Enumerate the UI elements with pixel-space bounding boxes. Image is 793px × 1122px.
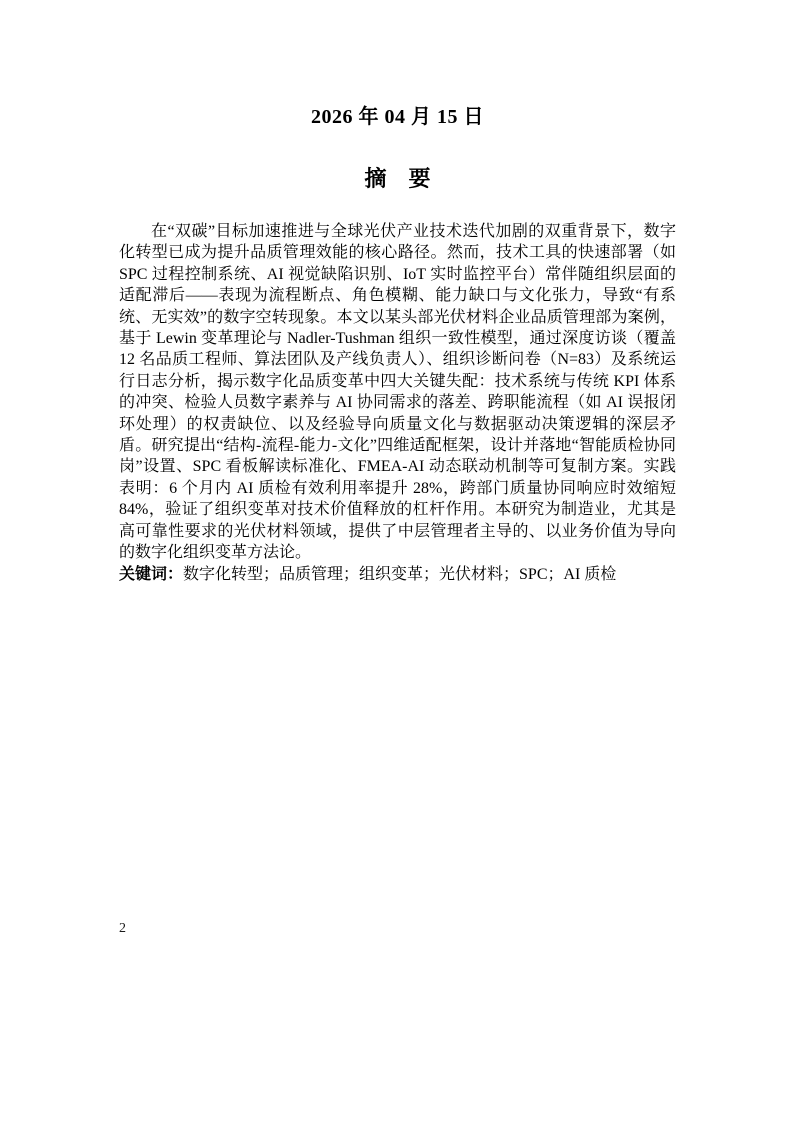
keywords-label: 关键词：	[119, 565, 184, 583]
page-number: 2	[119, 921, 126, 936]
keywords-text: 数字化转型；品质管理；组织变革；光伏材料；SPC；AI 质检	[183, 565, 617, 583]
document-date: 2026 年 04 月 15 日	[311, 106, 484, 128]
abstract-body	[119, 221, 676, 585]
abstract-paragraph: 在“双碳”目标加速推进与全球光伏产业技术迭代加剧的双重背景下，数字化转型已成为提升品质管理效能的核心路径。然而，技术工具的快速部署（如 SPC 过程控制系统、AI 视觉缺陷识别、IoT 实时监控平台）常伴随组织层面的适配滞后——表现为流程断点、角色模糊、能力缺口与文化张力，导致“有系统、无实效”的数字空转现象。本文以某头部光伏材料企业品质管理部为案例，基于 Lewin 变革理论与 Nadler-Tushman 组织一致性模型，通过深度访谈（覆盖 12 名品质工程师、算法团队及产线负责人）、组织诊断问卷（N=83）及系统运行日志分析，揭示数字化品质变革中四大关键失配：技术系统与传统 KPI 体系的冲突、检验人员数字素养与 AI 协同需求的落差、跨职能流程（如 AI 误报闭环处理）的权责缺位、以及经验导向质量文化与数据驱动决策逻辑的深层矛盾。研究提出“结构-流程-能力-文化”四维适配框架，设计并落地“智能质检协同岗”设置、SPC 看板解读标准化、FMEA-AI 动态联动机制等可复制方案。实践表明：6 个月内 AI 质检有效利用率提升 28%，跨部门质量协同响应时效缩短 84%，验证了组织变革对技术价值释放的杠杆作用。本研究为制造业，尤其是高可靠性要求的光伏材料领域，提供了中层管理者主导的、以业务价值为导向的数字化组织变革方法论。	[119, 223, 676, 562]
abstract-heading: 摘 要	[364, 166, 431, 191]
keywords-line	[119, 564, 676, 585]
